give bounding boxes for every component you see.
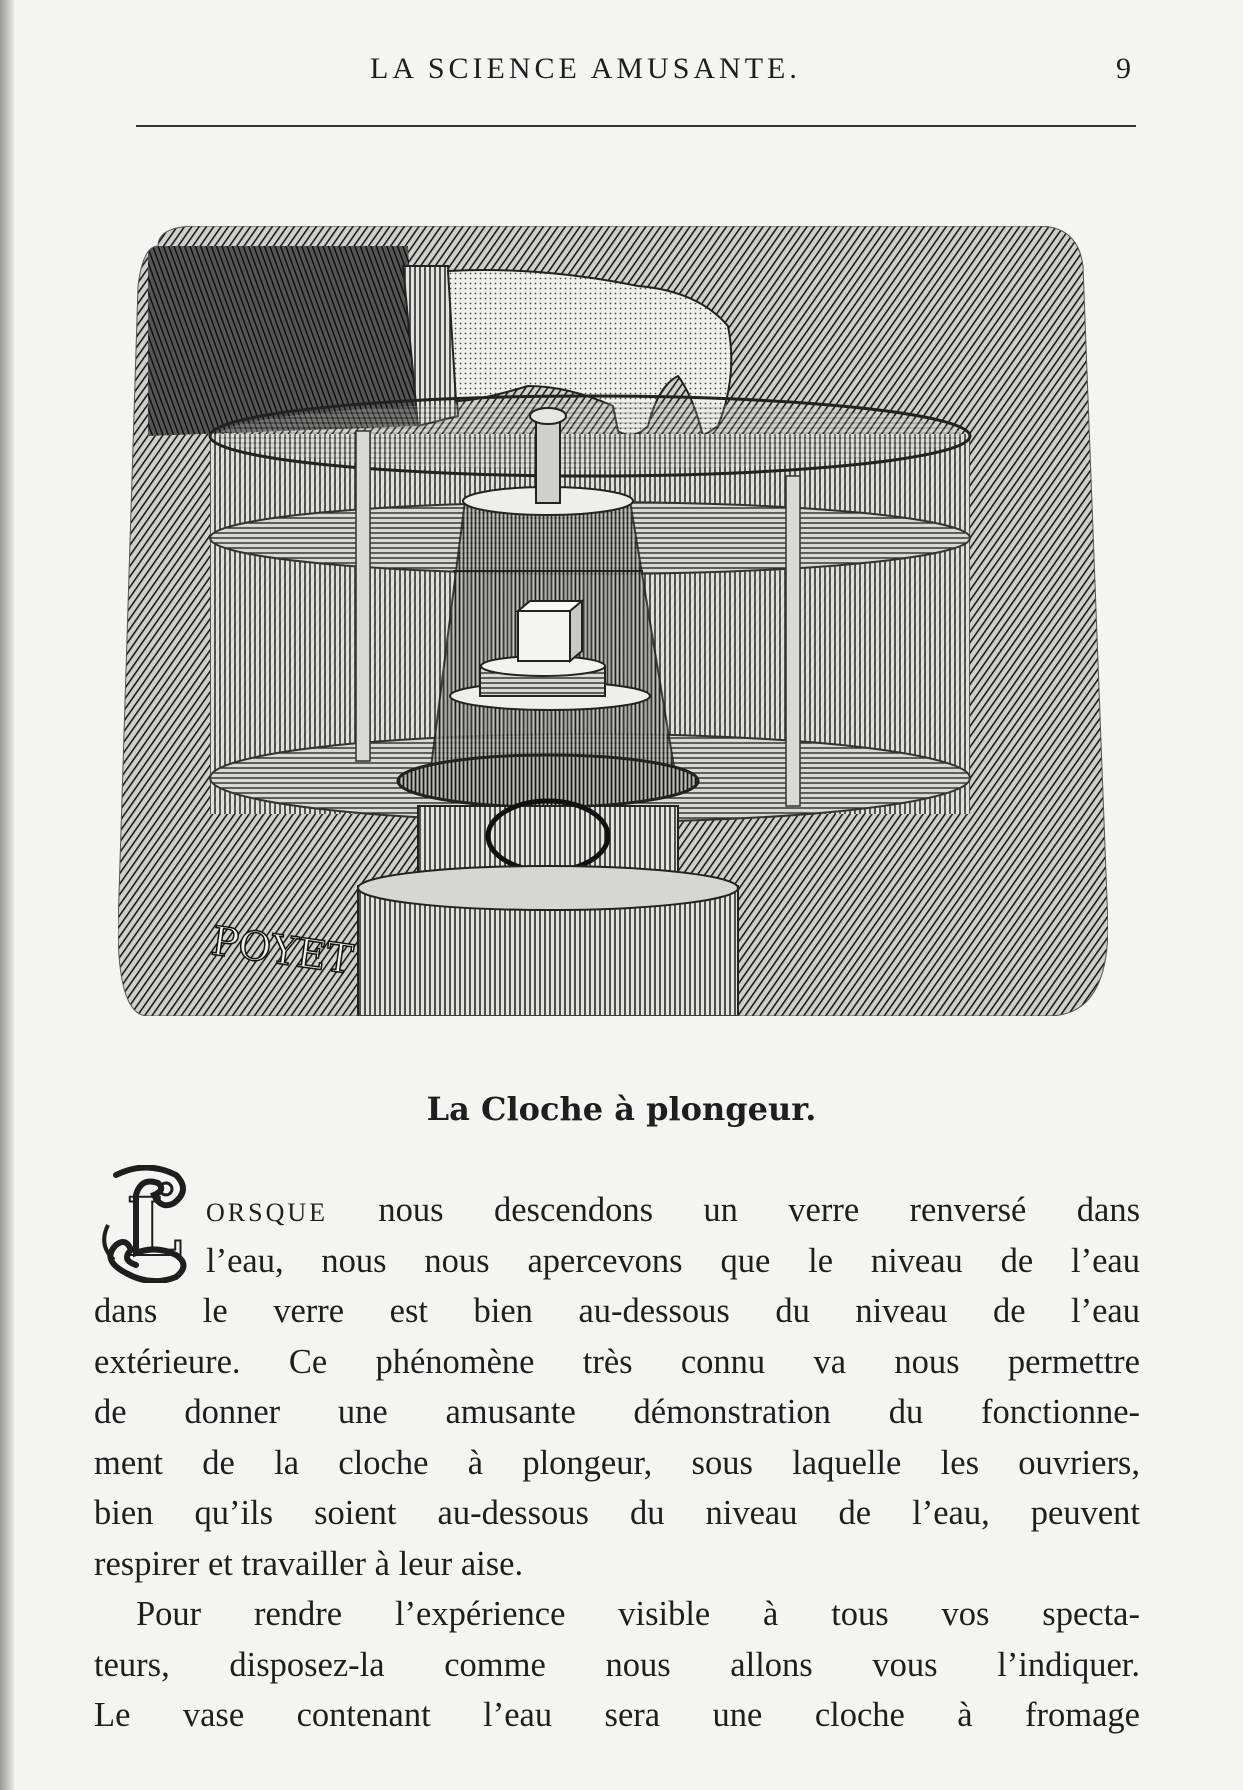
text-line: Le vase contenant l’eau sera une cloche à fromage bbox=[94, 1696, 1140, 1734]
diving-bell-illustration bbox=[118, 226, 1108, 1016]
running-header bbox=[0, 52, 1243, 92]
text-line: bien qu’ils soient au-dessous du niveau de l’eau, peuvent bbox=[94, 1494, 1140, 1532]
text-line-rest: nous descendons un verre renversé dans bbox=[328, 1191, 1140, 1229]
text-line: de donner une amusante démonstration du fonctionne- bbox=[94, 1393, 1140, 1431]
diving-bell-engraving-icon bbox=[118, 226, 1108, 1016]
body-text bbox=[94, 1185, 1140, 1741]
running-title: LA SCIENCE AMUSANTE. bbox=[370, 52, 801, 85]
text-line: respirer et travailler à leur aise. bbox=[94, 1544, 524, 1583]
text-line: l’eau, nous nous apercevons que le niveau de l’eau bbox=[206, 1241, 1140, 1280]
artist-signature: POYET bbox=[208, 918, 356, 984]
text-line: teurs, disposez-la comme nous allons vous l’indiquer. bbox=[94, 1645, 1140, 1684]
header-rule bbox=[136, 125, 1136, 127]
smallcaps-word: ORSQUE bbox=[206, 1198, 329, 1227]
text-line bbox=[94, 1185, 1140, 1236]
text-line: Pour rendre l’expérience visible à tous vos specta- bbox=[136, 1595, 1140, 1633]
text-line: ment de la cloche à plongeur, sous laquelle les ouvriers, bbox=[94, 1443, 1140, 1482]
page-gutter-shadow bbox=[0, 0, 14, 1790]
dropcap-letter: L bbox=[126, 1180, 183, 1274]
text-line: dans le verre est bien au-dessous du niveau de l’eau bbox=[94, 1292, 1140, 1330]
figure-caption: La Cloche à plongeur. bbox=[426, 1090, 817, 1128]
text-line: extérieure. Ce phénomène très connu va nous permettre bbox=[94, 1342, 1140, 1381]
page-number: 9 bbox=[1116, 52, 1131, 85]
